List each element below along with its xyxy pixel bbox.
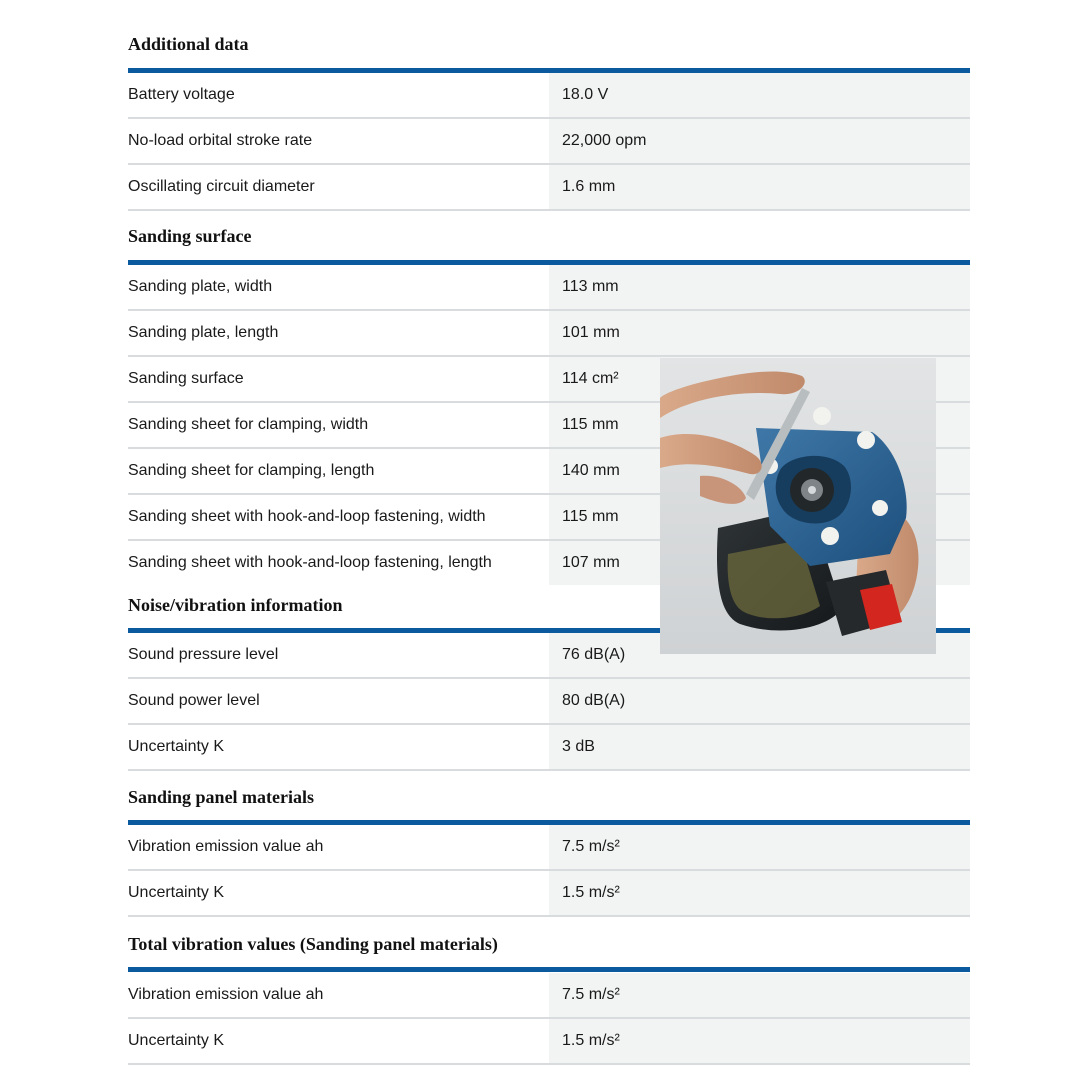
spec-row: [128, 73, 970, 119]
spec-row: [128, 165, 970, 211]
spec-value-cell: [549, 165, 970, 209]
spec-label: Sound power level: [128, 692, 260, 709]
spec-value: 140 mm: [562, 462, 620, 479]
spec-label: Battery voltage: [128, 86, 235, 103]
spec-value: 3 dB: [562, 738, 595, 755]
spec-value: 22,000 opm: [562, 132, 647, 149]
section-title-additional-data: Additional data: [128, 34, 249, 54]
spec-label: No-load orbital stroke rate: [128, 132, 313, 149]
spec-label: Uncertainty K: [128, 884, 225, 901]
spec-row: [128, 1019, 970, 1065]
spec-value: 18.0 V: [562, 86, 609, 103]
spec-value-cell: [549, 871, 970, 915]
spec-value: 101 mm: [562, 324, 620, 341]
spec-label: Sanding plate, length: [128, 324, 279, 341]
spec-value: 114 cm²: [562, 370, 619, 387]
spec-label: Sanding plate, width: [128, 278, 273, 295]
spec-row: [128, 679, 970, 725]
spec-value-cell: [549, 725, 970, 769]
spec-label: Vibration emission value ah: [128, 986, 324, 1003]
spec-value: 115 mm: [562, 508, 619, 525]
spec-label: Vibration emission value ah: [128, 838, 324, 855]
section-title-sanding-surface: Sanding surface: [128, 226, 252, 246]
section-title-sanding-panel-materials: Sanding panel materials: [128, 787, 315, 807]
spec-label: Sound pressure level: [128, 646, 279, 663]
spec-row: [128, 725, 970, 771]
spec-value: 80 dB(A): [562, 692, 626, 709]
spec-row: [128, 871, 970, 917]
section-divider-bar: [128, 967, 970, 972]
spec-value: 1.5 m/s²: [562, 1032, 620, 1049]
spec-row: [128, 265, 970, 311]
spec-row: [128, 973, 970, 1019]
spec-value: 115 mm: [562, 416, 619, 433]
spec-row: [128, 311, 970, 357]
orbital-sander-in-hands-photo: [660, 358, 936, 654]
spec-value: 7.5 m/s²: [562, 986, 620, 1003]
spec-label: Uncertainty K: [128, 738, 225, 755]
spec-label: Sanding sheet for clamping, width: [128, 416, 369, 433]
spec-value-cell: [549, 825, 970, 869]
spec-label: Sanding surface: [128, 370, 244, 387]
spec-label: Sanding sheet with hook-and-loop fastening, length: [128, 554, 492, 571]
spec-value-cell: [549, 265, 970, 309]
spec-value: 76 dB(A): [562, 646, 626, 663]
spec-label: Uncertainty K: [128, 1032, 225, 1049]
spec-value-cell: [549, 119, 970, 163]
spec-row: [128, 825, 970, 871]
spec-value: 7.5 m/s²: [562, 838, 620, 855]
spec-value: 1.6 mm: [562, 178, 616, 195]
section-title-total-vibration-values: Total vibration values (Sanding panel materials): [128, 934, 498, 954]
spec-value-cell: [549, 311, 970, 355]
spec-value: 1.5 m/s²: [562, 884, 620, 901]
spec-value: 113 mm: [562, 278, 619, 295]
spec-value-cell: [549, 973, 970, 1017]
spec-label: Oscillating circuit diameter: [128, 178, 315, 195]
spec-value-cell: [549, 73, 970, 117]
section-title-noise-vibration: Noise/vibration information: [128, 595, 343, 615]
spec-value-cell: [549, 679, 970, 723]
spec-label: Sanding sheet for clamping, length: [128, 462, 375, 479]
spec-label: Sanding sheet with hook-and-loop fastening, width: [128, 508, 486, 525]
spec-row: [128, 119, 970, 165]
spec-value: 107 mm: [562, 554, 620, 571]
spec-value-cell: [549, 1019, 970, 1063]
